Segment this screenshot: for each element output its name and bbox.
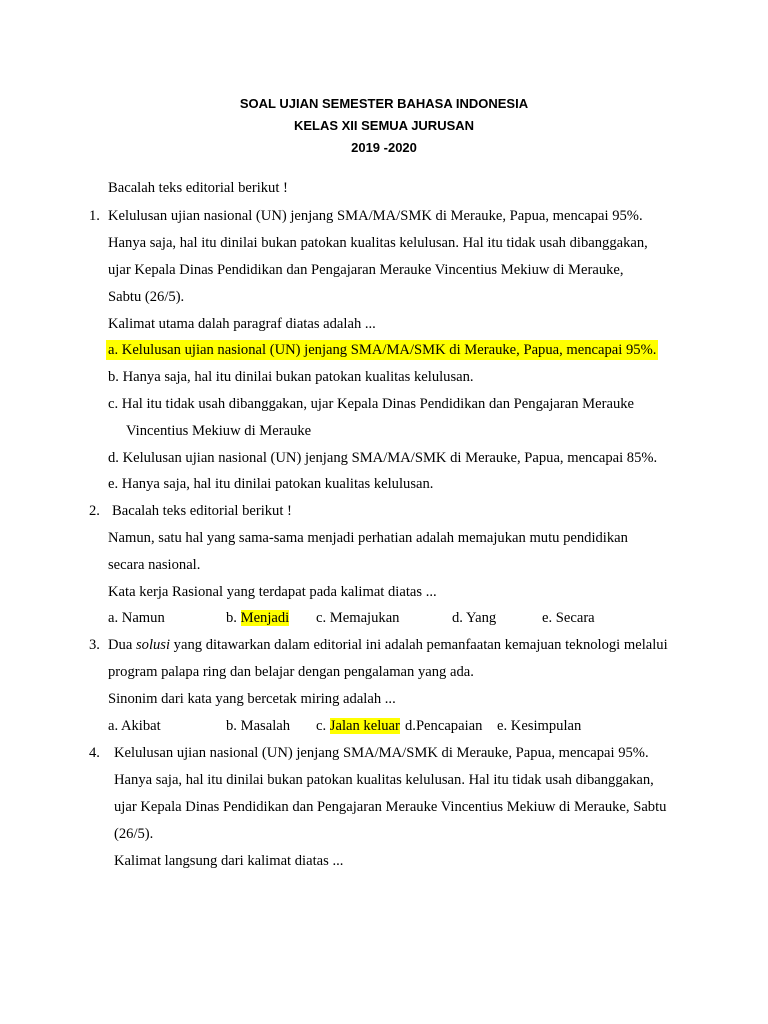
q4-text-line: Hanya saja, hal itu dinilai bukan patokan kualitas kelulusan. Hal itu tidak usah dibanggakan, [114, 772, 654, 788]
q1-option-c-cont: Vincentius Mekiuw di Merauke [126, 423, 312, 439]
header-year: 2019 -2020 [351, 140, 417, 155]
q3-option-d: d.Pencapaian [405, 718, 483, 734]
document-header [0, 93, 768, 159]
header-class: KELAS XII SEMUA JURUSAN [293, 118, 475, 133]
q2-option-b-answer: Menjadi [240, 610, 290, 626]
q2-option-c: c. Memajukan [316, 610, 400, 626]
q1-option-a: a. Kelulusan ujian nasional (UN) jenjang SMA/MA/SMK di Merauke, Papua, mencapai 95%. [108, 342, 657, 358]
q2-option-a: a. Namun [108, 610, 165, 626]
q1-option-b: b. Hanya saja, hal itu dinilai bukan patokan kualitas kelulusan. [108, 369, 474, 385]
q4-number: 4. [89, 745, 100, 761]
q2-option-d: d. Yang [452, 610, 497, 626]
q4-text-line: Kelulusan ujian nasional (UN) jenjang SMA/MA/SMK di Merauke, Papua, mencapai 95%. [114, 745, 649, 761]
q2-text-line: Namun, satu hal yang sama-sama menjadi perhatian adalah memajukan mutu pendidikan [108, 530, 628, 546]
q1-option-d: d. Kelulusan ujian nasional (UN) jenjang SMA/MA/SMK di Merauke, Papua, mencapai 85%. [108, 450, 658, 466]
q3-text-line: Dua solusi yang ditawarkan dalam editorial ini adalah pemanfaatan kemajuan teknologi melalui [108, 637, 668, 653]
q1-number: 1. [89, 208, 100, 224]
q4-prompt: Kalimat langsung dari kalimat diatas ... [114, 853, 344, 869]
q3-italic-word: solusi [135, 637, 171, 653]
q1-text-line: Kelulusan ujian nasional (UN) jenjang SMA/MA/SMK di Merauke, Papua, mencapai 95%. [108, 208, 643, 224]
q1-text-line: Sabtu (26/5). [108, 289, 185, 305]
q2-option-b: b. Menjadi [226, 610, 290, 626]
q2-option-e: e. Secara [542, 610, 595, 626]
q2-text-line: secara nasional. [108, 557, 201, 573]
header-title: SOAL UJIAN SEMESTER BAHASA INDONESIA [239, 96, 529, 111]
q3-text-line: program palapa ring dan belajar dengan pengalaman yang ada. [108, 664, 474, 680]
q3-option-e: e. Kesimpulan [497, 718, 582, 734]
q1-option-c: c. Hal itu tidak usah dibanggakan, ujar Kepala Dinas Pendidikan dan Pengajaran Merauke [108, 396, 635, 412]
q1-text-line: ujar Kepala Dinas Pendidikan dan Pengajaran Merauke Vincentius Mekiuw di Merauke, [108, 262, 624, 278]
q3-option-c: c. Jalan keluar [316, 718, 400, 734]
q3-option-a: a. Akibat [108, 718, 161, 734]
q3-prompt: Sinonim dari kata yang bercetak miring adalah ... [108, 691, 396, 707]
q1-option-e: e. Hanya saja, hal itu dinilai patokan kualitas kelulusan. [108, 476, 434, 492]
q2-title: Bacalah teks editorial berikut ! [112, 503, 292, 519]
q3-number: 3. [89, 637, 100, 653]
q4-text-line: ujar Kepala Dinas Pendidikan dan Pengajaran Merauke Vincentius Mekiuw di Merauke, Sabtu [114, 799, 667, 815]
q4-text-line: (26/5). [114, 826, 154, 842]
q3-option-b: b. Masalah [226, 718, 291, 734]
q1-prompt: Kalimat utama dalah paragraf diatas adalah ... [108, 316, 376, 332]
intro-instruction: Bacalah teks editorial berikut ! [108, 180, 288, 196]
q3-option-c-answer: Jalan keluar [329, 718, 400, 734]
q2-prompt: Kata kerja Rasional yang terdapat pada kalimat diatas ... [108, 584, 437, 600]
q2-number: 2. [89, 503, 100, 519]
q1-text-line: Hanya saja, hal itu dinilai bukan patokan kualitas kelulusan. Hal itu tidak usah dibanggakan, [108, 235, 648, 251]
